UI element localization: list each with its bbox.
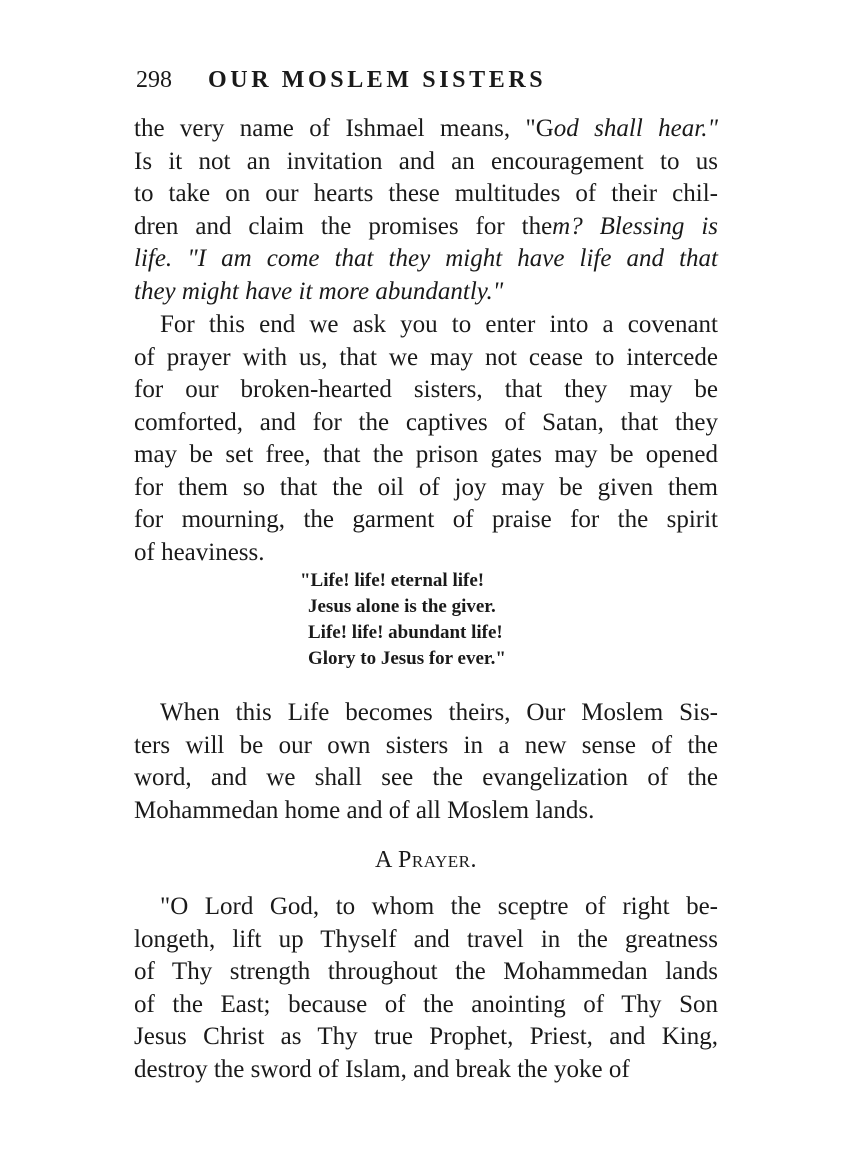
paragraph-continuation xyxy=(134,113,718,308)
text-line: Is it not an invitation and an encouragement to us xyxy=(134,147,718,175)
section-heading-text: A Prayer. xyxy=(375,847,477,873)
text-line: of heaviness. xyxy=(134,538,265,566)
paragraph-life xyxy=(134,697,718,827)
text-line: for them so that the oil of joy may be given them xyxy=(134,473,718,501)
text-line: ters will be our own sisters in a new sense of the xyxy=(134,731,718,759)
italic-text: they might have it more abundantly." xyxy=(134,277,504,305)
roman-text: dren and claim the promises for the xyxy=(134,212,553,240)
text-line: for mourning, the garment of praise for the spirit xyxy=(134,506,718,533)
roman-text: the very name of Ishmael means, "G xyxy=(134,115,554,142)
text-line: to take on our hearts these multitudes of their chil- xyxy=(134,180,718,207)
text-line xyxy=(134,243,718,276)
hymn-verse xyxy=(300,568,506,672)
text-line: Mohammedan home and of all Moslem lands. xyxy=(134,796,595,824)
text-line: destroy the sword of Islam, and break the yoke of xyxy=(134,1055,630,1083)
paragraph-covenant xyxy=(134,309,718,569)
text-line: longeth, lift up Thyself and travel in the greatness xyxy=(134,925,718,953)
verse-line: Glory to Jesus for ever." xyxy=(308,648,506,669)
verse-line: Jesus alone is the giver. xyxy=(308,596,496,617)
running-head xyxy=(136,62,736,98)
text-line: for our broken-hearted sisters, that they may be xyxy=(134,376,718,403)
book-title: OUR MOSLEM SISTERS xyxy=(208,67,547,93)
text-line xyxy=(134,211,718,244)
text-line: When this Life becomes theirs, Our Moslem Sis- xyxy=(160,699,718,726)
italic-text: m? Blessing is xyxy=(552,212,718,240)
text-line xyxy=(134,276,718,309)
text-line: word, and we shall see the evangelization of the xyxy=(134,764,718,791)
text-line: of prayer with us, that we may not cease to intercede xyxy=(134,343,718,371)
text-line: of Thy strength throughout the Mohammedan lands xyxy=(134,958,718,985)
text-line: Jesus Christ as Thy true Prophet, Priest, and King, xyxy=(134,1023,718,1050)
paragraph-prayer xyxy=(134,891,718,1086)
section-heading xyxy=(134,844,718,876)
text-line: may be set free, that the prison gates may be opened xyxy=(134,441,718,468)
page-number: 298 xyxy=(136,67,172,93)
text-line: For this end we ask you to enter into a covenant xyxy=(160,311,718,338)
verse-line: Life! life! abundant life! xyxy=(308,622,503,643)
text-line: of the East; because of the anointing of Thy Son xyxy=(134,990,718,1018)
verse-line: "Life! life! eternal life! xyxy=(300,570,485,591)
italic-text: od shall hear." xyxy=(553,115,718,142)
text-line xyxy=(134,113,718,146)
text-line: comforted, and for the captives of Satan, that they xyxy=(134,408,718,436)
text-line: "O Lord God, to whom the sceptre of right be- xyxy=(160,893,718,920)
italic-text: life. "I am come that they might have life and that xyxy=(134,245,718,272)
